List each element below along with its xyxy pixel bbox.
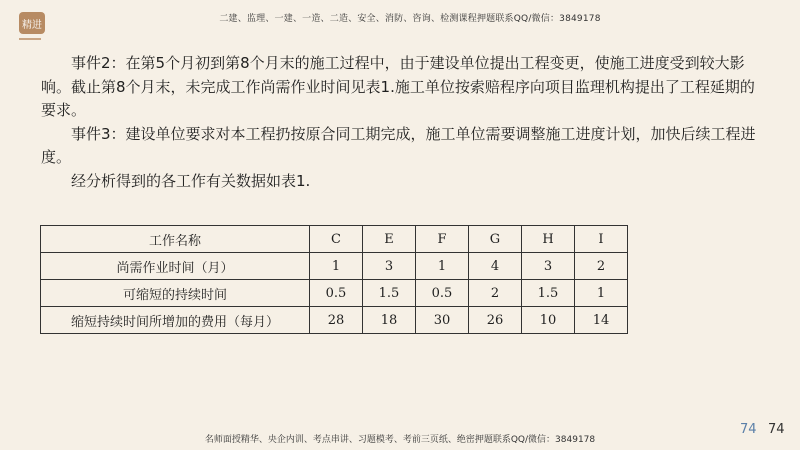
table-cell: F [416,226,469,253]
table-cell: 1.5 [363,280,416,307]
table-cell: 28 [310,307,363,334]
table-cell: 2 [575,253,628,280]
table-cell: I [575,226,628,253]
document-body [41,52,767,193]
paragraph-event-3: 事件3：建设单位要求对本工程扔按原合同工期完成，施工单位需要调整施工进度计划，加快后续工程进度。 [41,124,756,166]
table-row [41,253,628,280]
table-cell: 2 [469,280,522,307]
table-cell: 0.5 [310,280,363,307]
paragraph-event-2: 事件2：在第5个月初到第8个月末的施工过程中，由于建设单位提出工程变更，使施工进度受到较大影响。截止第8个月末，未完成工作尚需作业时间见表1.施工单位按索赔程序向项目监理机构提出了工程延期的要求。 [41,54,755,119]
table-cell: 1 [416,253,469,280]
table-row-label: 缩短持续时间所增加的费用（每月） [41,307,310,334]
table-cell: G [469,226,522,253]
table-cell: E [363,226,416,253]
table-cell: H [522,226,575,253]
table-cell: C [310,226,363,253]
page-number: 74 [768,422,785,437]
table-row-label: 工作名称 [41,226,310,253]
table-cell: 1.5 [522,280,575,307]
table-row [41,307,628,334]
work-data-table [40,225,628,334]
table-row-label: 可缩短的持续时间 [41,280,310,307]
table-cell: 14 [575,307,628,334]
paragraph-table-intro: 经分析得到的各工作有关数据如表1. [71,171,311,190]
table-cell: 3 [363,253,416,280]
table-row [41,280,628,307]
table-cell: 4 [469,253,522,280]
logo-badge: 精进 [19,12,45,34]
table-row [41,226,628,253]
table-cell: 3 [522,253,575,280]
table-cell: 26 [469,307,522,334]
table-cell: 30 [416,307,469,334]
table-cell: 1 [575,280,628,307]
table-cell: 1 [310,253,363,280]
page-number-indicator: 74 [740,422,757,437]
table-cell: 18 [363,307,416,334]
table-cell: 0.5 [416,280,469,307]
badge-underline [19,38,41,40]
table-row-label: 尚需作业时间（月） [41,253,310,280]
table-cell: 10 [522,307,575,334]
footer-promo-text: 名师面授精华、央企内训、考点串讲、习题模考、考前三页纸、绝密押题联系QQ/微信：3849178 [204,435,596,445]
header-promo-text: 二建、监理、一建、一造、二造、安全、消防、咨询、检测课程押题联系QQ/微信：3849178 [219,14,601,24]
